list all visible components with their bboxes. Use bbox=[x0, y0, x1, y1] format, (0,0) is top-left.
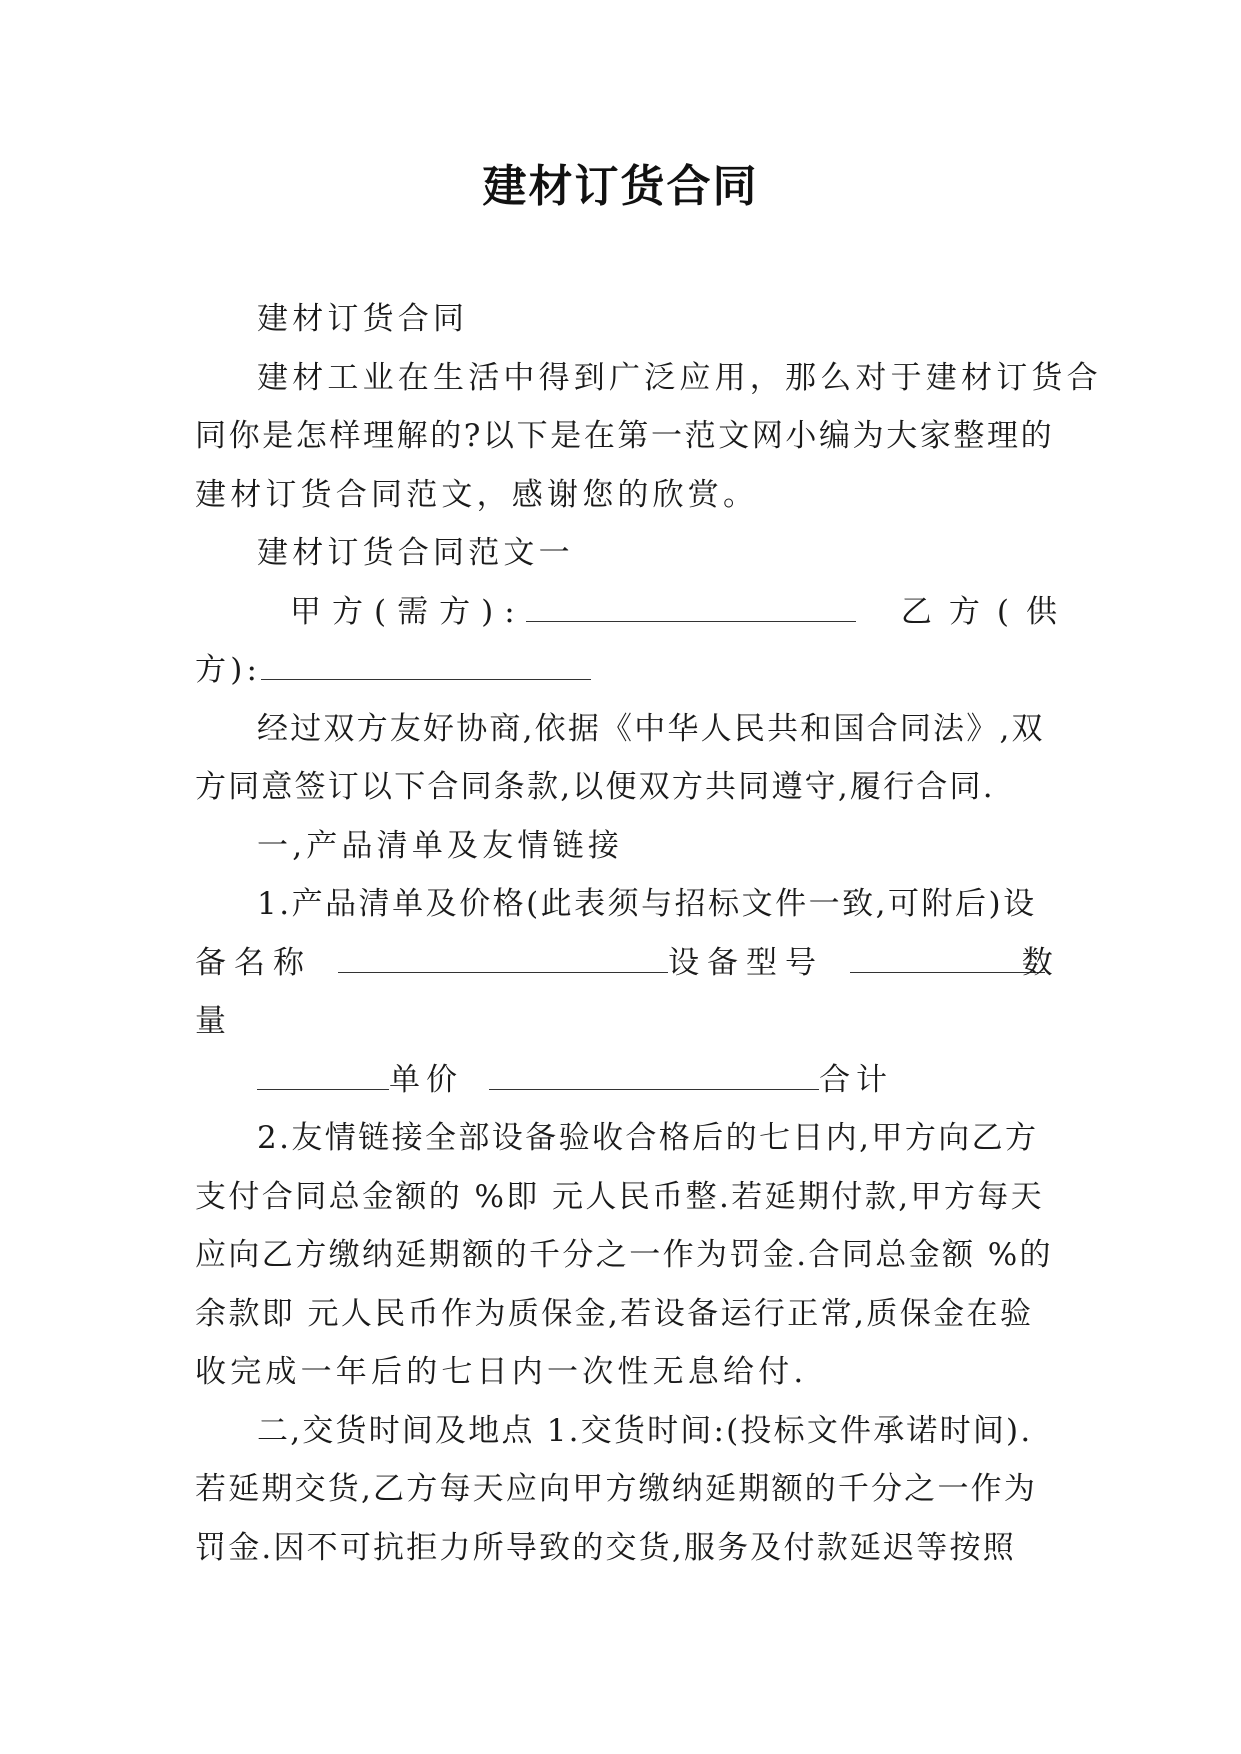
paragraph-line: 二,交货时间及地点 1.交货时间:(投标文件承诺时间). bbox=[257, 1412, 1033, 1449]
equipment-line bbox=[195, 934, 1057, 993]
party-a-label: 甲方(需方): bbox=[290, 593, 526, 630]
paragraph-line: 建材订货合同范文一 bbox=[257, 535, 574, 571]
party-line-cont bbox=[195, 641, 1057, 700]
section-heading: 一,产品清单及友情链接 bbox=[257, 827, 624, 864]
paragraph-line: 收完成一年后的七日内一次性无息给付. bbox=[195, 1354, 808, 1390]
party-b-label-cont: 方): bbox=[195, 652, 262, 688]
total-label: 合计 bbox=[819, 1061, 894, 1098]
party-b-blank bbox=[261, 651, 591, 680]
equipment-model-label: 设备型号 bbox=[668, 944, 825, 981]
paragraph-line: 应向乙方缴纳延期额的千分之一作为罚金.合同总金额 %的 bbox=[195, 1237, 1053, 1273]
paragraph-line: 支付合同总金额的 %即 元人民币整.若延期付款,甲方每天 bbox=[195, 1178, 1045, 1215]
paragraph-line: 方同意签订以下合同条款,以便双方共同遵守,履行合同. bbox=[195, 769, 995, 805]
unit-price-label: 单价 bbox=[389, 1061, 463, 1098]
document-body bbox=[195, 290, 1102, 1577]
party-line bbox=[195, 583, 1074, 642]
quantity-label: 数 bbox=[1021, 944, 1057, 981]
paragraph-line: 2.友情链接全部设备验收合格后的七日内,甲方向乙方 bbox=[257, 1120, 1039, 1156]
quantity-blank bbox=[257, 1061, 389, 1090]
document-title: 建材订货合同 bbox=[482, 161, 759, 212]
equipment-model-blank bbox=[850, 944, 1045, 973]
equipment-name-label: 备名称 bbox=[195, 944, 312, 981]
paragraph-line: 1.产品清单及价格(此表须与招标文件一致,可附后)设 bbox=[257, 886, 1037, 922]
quantity-label-cont: 量 bbox=[195, 1003, 231, 1039]
paragraph-line: 建材订货合同 bbox=[257, 301, 469, 337]
unit-price-blank bbox=[489, 1061, 819, 1090]
paragraph-line: 同你是怎样理解的?以下是在第一范文网小编为大家整理的 bbox=[195, 418, 1055, 454]
paragraph-line: 经过双方友好协商,依据《中华人民共和国合同法》,双 bbox=[257, 710, 1045, 747]
paragraph-line: 罚金.因不可抗拒力所导致的交货,服务及付款延迟等按照 bbox=[195, 1529, 1016, 1566]
party-a-blank bbox=[526, 593, 856, 622]
paragraph-line: 余款即 元人民币作为质保金,若设备运行正常,质保金在验 bbox=[195, 1295, 1034, 1332]
price-line bbox=[195, 1051, 1057, 1110]
equipment-name-blank bbox=[338, 944, 668, 973]
party-b-label: 乙方(供 bbox=[900, 593, 1074, 630]
paragraph-line: 若延期交货,乙方每天应向甲方缴纳延期额的千分之一作为 bbox=[195, 1471, 1038, 1507]
paragraph-line: 建材工业在生活中得到广泛应用，那么对于建材订货合 bbox=[257, 359, 1102, 396]
paragraph-line: 建材订货合同范文，感谢您的欣赏。 bbox=[195, 476, 759, 513]
